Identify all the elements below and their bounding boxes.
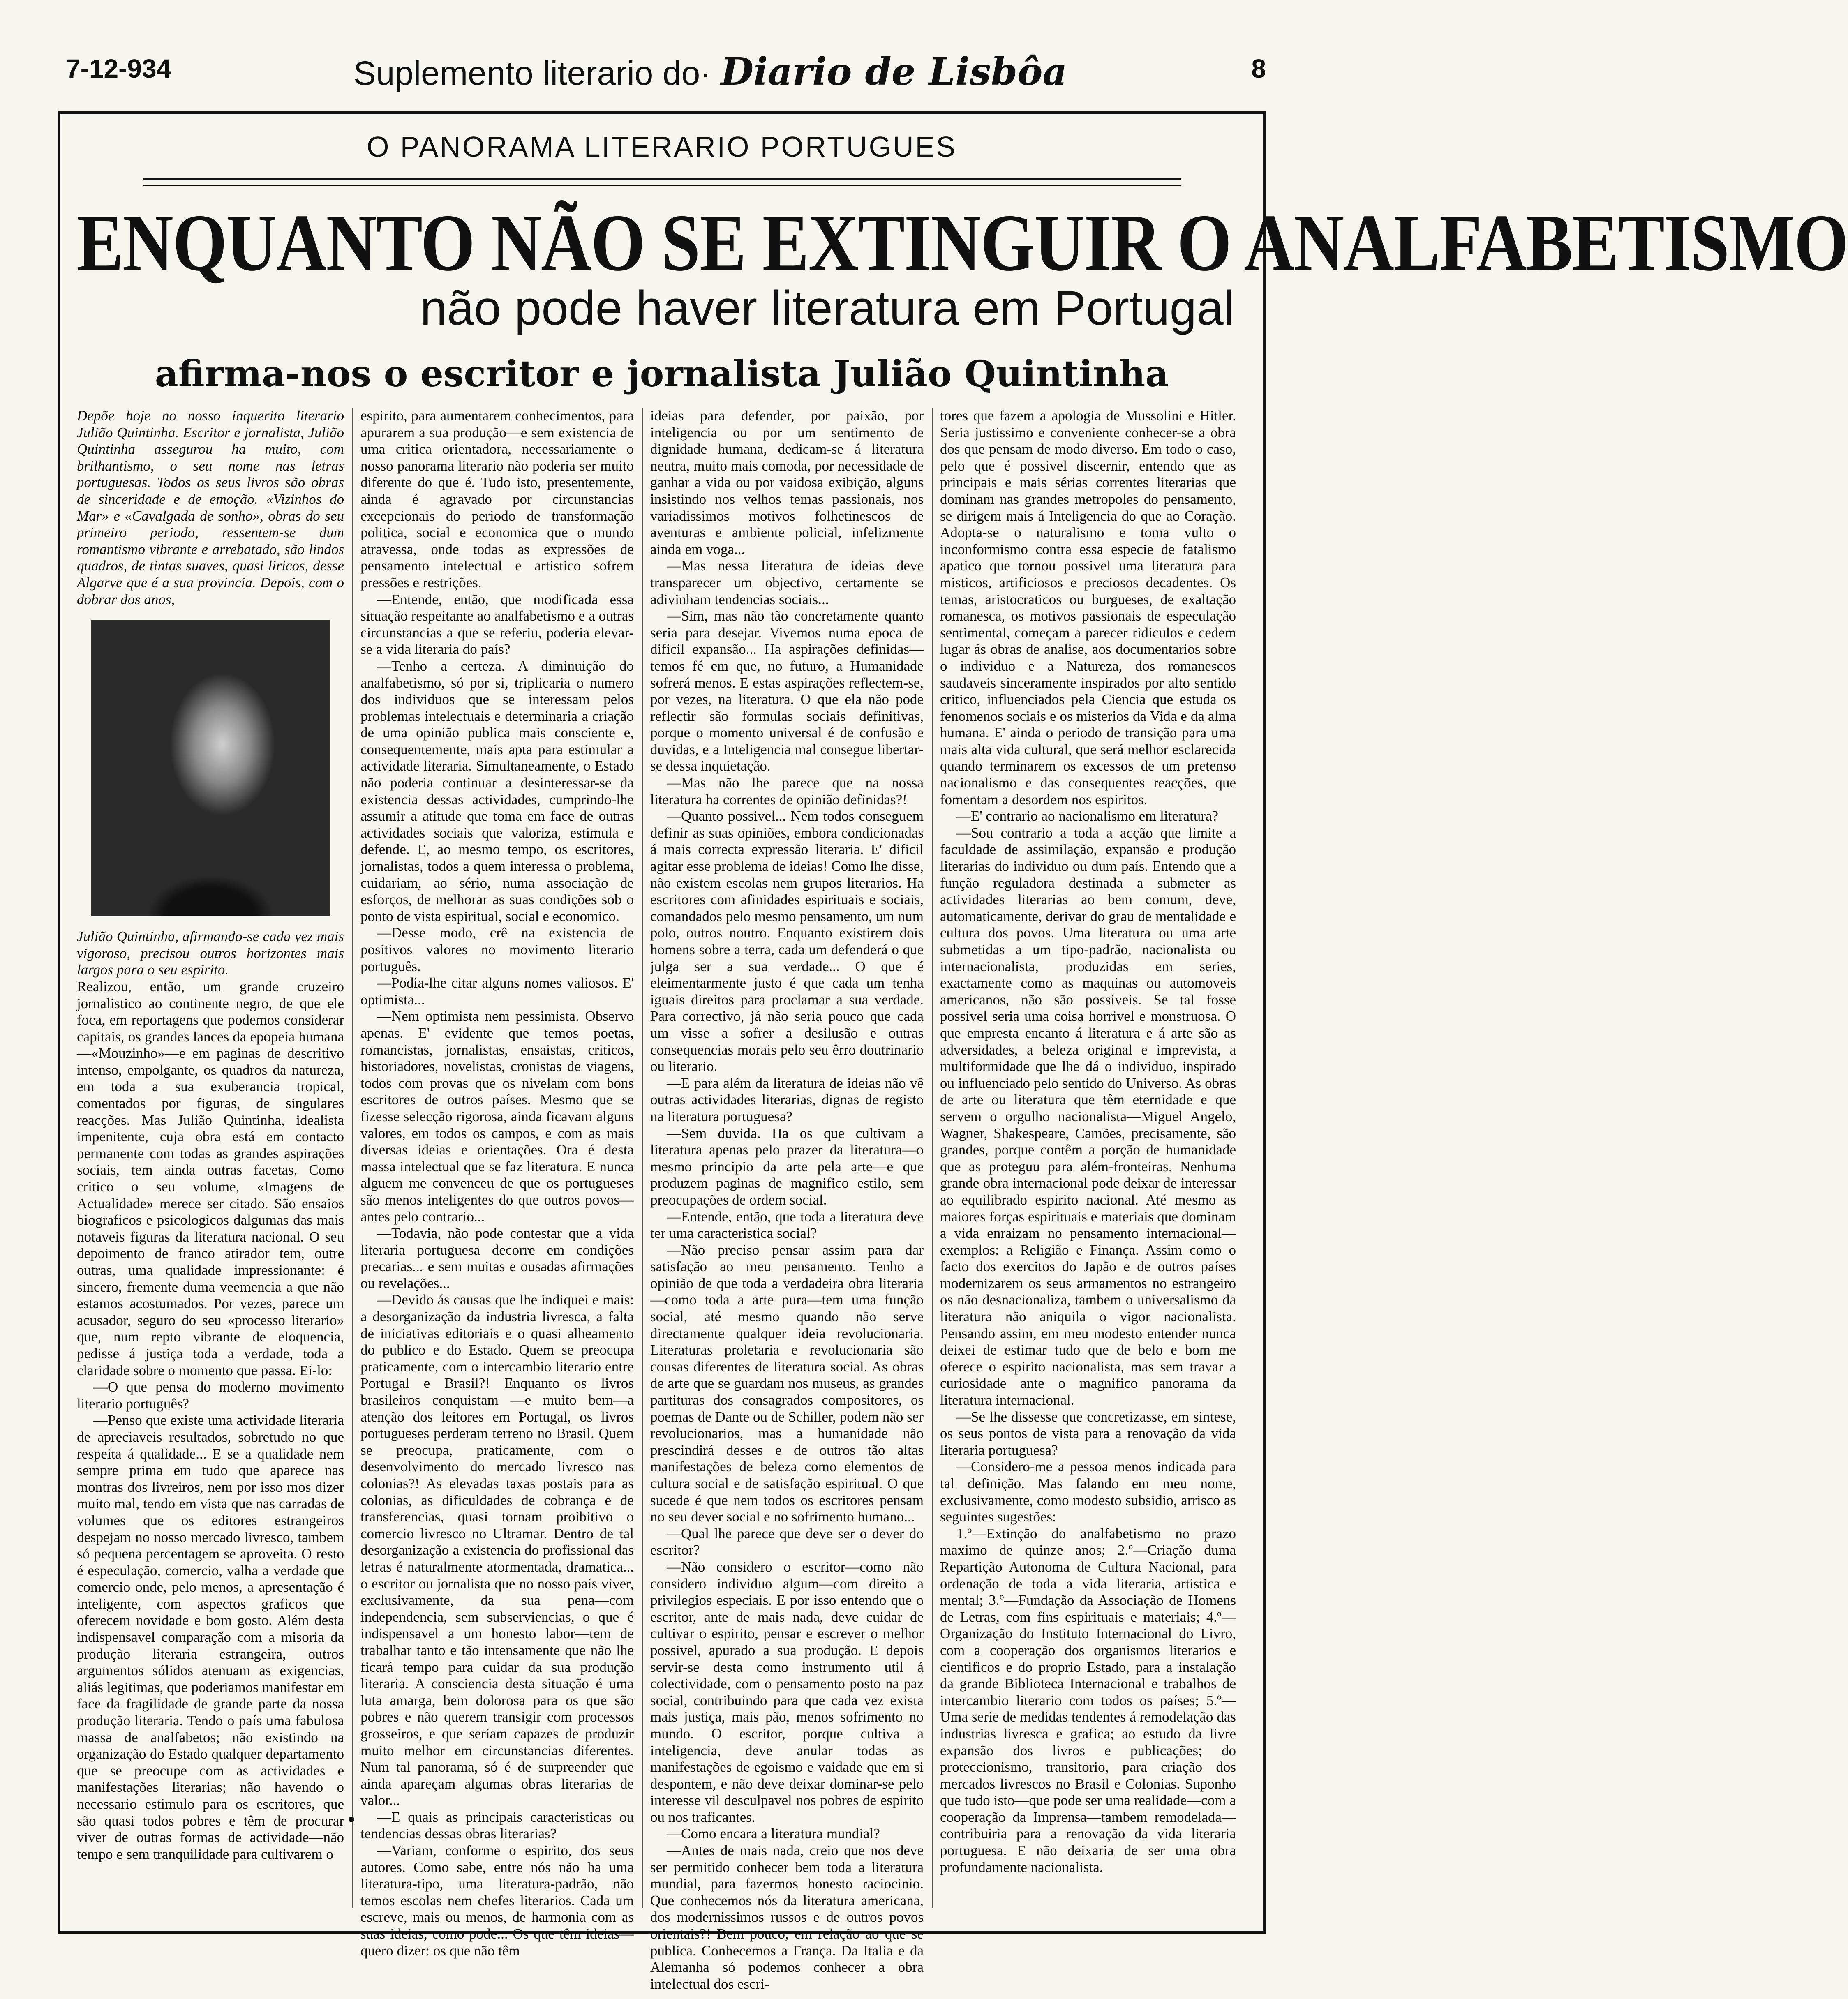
paragraph: espirito, para aumentarem conhecimentos, para apurarem a sua produção—e sem existencia de uma critica orientadora, necessariamente o nosso panorama literario não poderia ser muito diferente do que é. Tudo isto, presentemente, ainda é agravado por circunstancias excepcionais do periodo de transformação politica, social e economica que o mundo atravessa, onde todas as expressões de pensamento intelectual e artistico sofrem pressões e restrições.: [360, 408, 634, 591]
column-divider: [352, 408, 353, 1908]
paragraph: Realizou, então, um grande cruzeiro jornalistico ao continente negro, de que ele foca, em reportagens que podemos considerar capitais, os grandes lances da epopeia humana—«Mouzinho»—e em paginas de descritivo intenso, empolgante, os quadros da natureza, em toda a sua exuberancia tropical, comentados por figuras, de singulares reacções. Mas Julião Quintinha, idealista impenitente, cuja obra está em contacto permanente com todas as grandes aspirações sociais, tem ainda outras facetas. Como critico o seu volume, «Imagens de Actualidade» merece ser citado. São ensaios biograficos e psicologicos dalgumas das mais notaveis figuras da literatura nacional. O seu depoimento de franco atirador tem, outre outras, uma qualidade impressionante: é sincero, fremente duma veemencia a que não estamos acostumados. Por vezes, parece um acusador, seguro do seu «processo literario» que, num repto vibrante de eloquencia, pedisse á justiça toda a verdade, toda a claridade sobre o momento que passa. Ei-lo:: [77, 978, 344, 1378]
paragraph: —O que pensa do moderno movimento literario português?: [77, 1379, 344, 1412]
paragraph: —Devido ás causas que lhe indiquei e mais: a desorganização da industria livresca, a falta de iniciativas editoriais e o quasi alheamento do publico e do Estado. Quem se preocupa praticamente, com o intercambio literario entre Portugal e Brasil?! Enquanto os livros brasileiros conquistam —e muito bem—a atenção dos leitores em Portugal, os livros portugueses perderam terreno no Brasil. Quem se preocupa, praticamente, com o desenvolvimento do mercado livresco nas colonias?! As elevadas taxas postais para as colonias, as dificuldades de cobrança e de transferencias, quasi tornam proibitivo o comercio livresco no Ultramar. Dentro de tal desorganização a existencia do profissional das letras é naturalmente atormentada, dramatica... o escritor ou jornalista que no nosso país viver, exclusivamente, da sua pena—com independencia, sem subserviencias, o que é indispensavel a um honesto labor—tem de trabalhar tanto e tão intensamente que não lhe ficará tempo para cuidar da sua produção literaria. A consciencia desta situação é uma luta amarga, bem dolorosa para os que são pobres e não querem transigir com processos grosseiros, e que seriam capazes de produzir muito melhor em circunstancias diferentes. Num tal panorama, só é de surpreender que ainda apareçam algumas obras literarias de valor...: [360, 1292, 634, 1809]
paragraph: —E para além da literatura de ideias não vê outras actividades literarias, dignas de registo na literatura portuguesa?: [650, 1075, 924, 1124]
paragraph: —Sim, mas não tão concretamente quanto seria para desejar. Vivemos numa epoca de dificil expansão... Ha aspirações definidas—temos fé em que, no futuro, a Humanidade sofrerá menos. E estas aspirações reflectem-se, por vezes, na literatura. O que ela não pode reflectir são formulas sociais definitivas, porque o momento universal é de confusão e duvidas, e a Inteligencia mal consegue libertar-se dessa inquietação.: [650, 608, 924, 774]
column-2: [360, 408, 634, 1959]
newspaper-name: Diario de Lisbôa: [721, 49, 1067, 94]
paragraph: —Considero-me a pessoa menos indicada para tal definição. Mas falando em meu nome, exclusivamente, como modesto subsidio, arrisco as seguintes sugestões:: [940, 1459, 1236, 1525]
paragraph: —Todavia, não pode contestar que a vida literaria portuguesa decorre em condições precarias... e sem muitas e ousadas afirmações ou revelações...: [360, 1225, 634, 1291]
paragraph: —Desse modo, crê na existencia de positivos valores no movimento literario português.: [360, 925, 634, 974]
masthead-title: [353, 49, 1067, 94]
column-divider: [932, 408, 933, 1908]
column-4-body: [940, 408, 1236, 1876]
column-1-body: [77, 979, 344, 1863]
paragraph: —Se lhe dissesse que concretizasse, em sintese, os seus pontos de vista para a renovação da vida literaria portuguesa?: [940, 1408, 1236, 1458]
article-frame: [58, 111, 1848, 1992]
issue-date: 7-12-934: [66, 54, 171, 83]
paragraph: —Nem optimista nem pessimista. Observo apenas. E' evidente que temos poetas, romancistas, jornalistas, ensaistas, criticos, historiadores, novelistas, cronistas de viagens, todos com provas que os nivelam com bons escritores de outros países. Mesmo que se fizesse selecção rigorosa, ainda ficavam alguns valores, em todos os campos, e com as mais diversas ideias e orientações. Ora é desta massa intelectual que se faz literatura. E nunca alguem me convenceu de que os portugueses são menos inteligentes do que outros povos—antes pelo contrario...: [360, 1008, 634, 1225]
subheadline: não pode haver literatura em Portugal: [420, 281, 1234, 335]
paragraph: —Antes de mais nada, creio que nos deve ser permitido conhecer bem toda a literatura mundial, para fazermos honesto raciocinio. Que conhecemos nós da literatura americana, dos modernissimos russos e de outros povos orientais?! Bem pouco, em relação ao que se publica. Conhecemos a França. Da Italia e da Alemanha só podemos conhecer a obra intelectual dos escri-: [650, 1842, 924, 1992]
column-1: [77, 408, 344, 1863]
paragraph: —Tenho a certeza. A diminuição do analfabetismo, só por si, triplicaria o numero dos individuos que se interessam pelos problemas intelectuais e determinaria a criação de uma opinião publica mais consciente e, consequentemente, mais apta para estimular a actividade literaria. Simultaneamente, o Estado não poderia continuar a desinteressar-se da existencia dessas actividades, cumprindo-lhe assumir a atitude que toma em face de outras actividades sociais que valoriza, estimula e defende. E, ao mesmo tempo, os escritores, jornalistas, todos a quem interessa o problema, cuidariam, ao sério, numa associação de esforços, de melhorar as suas condições sob o ponto de vista espiritual, social e economico.: [360, 658, 634, 924]
paragraph: tores que fazem a apologia de Mussolini e Hitler. Seria justissimo e conveniente conhecer-se a obra dos que pensam de modo diverso. Em todo o caso, pelo que é possivel discernir, entendo que as principais e mais sérias correntes literarias que dominam nas grandes metropoles do pensamento, se dirigem mais á Inteligencia do que ao Coração. Adopta-se o naturalismo e toma vulto o inconformismo contra essa especie de fatalismo apatico que tornou possivel uma literatura para misticos, artificiosos e preciosos decadentes. Os temas, aristocraticos ou burgueses, de exaltação romanesca, os motivos passionais de especulação sentimental, começam a parecer ridiculos e cedem lugar ás obras de analise, aos documentarios sobre o individuo e a Natureza, dos romanescos saudaveis sinceramente inspirados por alto sentido critico, influenciados pela Ciencia que estuda os fenomenos sociais e os misterios da Vida e da alma humana. E' ainda o periodo de transição para uma mais alta vida cultural, que será melhor esclarecida quando terminarem os excessos de um pretenso nacionalismo e das consequentes reacções, que fomentam a desordem nos espiritos.: [940, 408, 1236, 808]
masthead: [66, 45, 1266, 99]
column-2-body: [360, 408, 634, 1959]
column-3: [650, 408, 924, 1992]
end-bullet: [349, 1817, 354, 1822]
paragraph: —Mas não lhe parece que na nossa literatura ha correntes de opinião definidas?!: [650, 775, 924, 808]
column-4: [940, 408, 1236, 1908]
paragraph: —Sou contrario a toda a acção que limite a faculdade de assimilação, expansão e produção literarias do individuo ou dum país. Entendo que a função reguladora destinada a submeter as actividades literarias ao bem comum, deve, automaticamente, derivar do grau de mentalidade e cultura dos povos. Uma literatura ou uma arte submetidas a um tipo-padrão, nacionalista ou internacionalista, produzidas em series, exactamente como as maquinas ou automoveis americanos, não são possiveis. Se tal fosse possivel seria uma coisa horrivel e monstruosa. O que empresta encanto á literatura e á arte são as adversidades, a beleza original e imprevista, a multiformidade que lhe dá o individuo, inspirado ou influenciado pelo sentido do Universo. As obras de arte ou literatura que têm eternidade e que servem o orgulho nacionalista—Miguel Angelo, Wagner, Shakespeare, Camões, precisamente, são grandes, porque contêm a porção de humanidade que as proteguu para além-fronteiras. Nenhuma grande obra internacional pode deixar de interessar ao equilibrado espirito nacional. Até mesmo as maiores forças espirituais e materiais que dominam a vida enraizam no pensamento internacional—exemplos: a Religião e Finança. Assim como o facto dos exercitos do Japão e de outros países modernizarem os seus armamentos no estrangeiro os não desnacionaliza, tambem o universalismo da literatura não aniquila o vigor nacionalista. Pensando assim, em meu modesto entender nunca deixei de estimar tudo que de belo e bom me oferece o espirito nacionalista, mas sem travar a curiosidade ante o magnifico panorama da literatura internacional.: [940, 824, 1236, 1408]
paragraph: —Entende, então, que modificada essa situação respeitante ao analfabetismo e a outras circunstancias a que se referiu, poderia elevar-se a vida literaria do país?: [360, 591, 634, 658]
paragraph: —Penso que existe uma actividade literaria de apreciaveis resultados, sobretudo no que respeita á qualidade... E se a qualidade nem sempre prima em tudo que aparece nas montras dos livreiros, nem por isso mos dizer muito mal, tendo em vista que nas carradas de volumes que os editores estrangeiros despejam no nosso mercado livresco, tambem só pequena percentagem se aproveita. O resto é especulação, comercio, valha a verdade que comercio onde, pelo menos, a apresentação é inteligente, com aspectos graficos que oferecem novidade e bom gosto. Além desta indispensavel comparação com a misoria da produção literaria estrangeira, outros argumentos sólidos atenuam as exigencias, aliás legitimas, que poderiamos manifestar em face da fragilidade de grande parte da nossa produção literaria. Tendo o país uma fabulosa massa de analfabetos; não existindo na organização do Estado qualquer departamento que se preocupe com as actividades e manifestações literarias; não havendo o necessario estimulo para os escritores, que são quasi todos pobres e têm de procurar viver de outras formas de actividade—não tempo e sem tranquilidade para cultivarem o: [77, 1412, 344, 1862]
paragraph: —Como encara a literatura mundial?: [667, 1826, 880, 1842]
section-title: O PANORAMA LITERARIO PORTUGUES: [367, 131, 957, 163]
section-rule: [143, 178, 1181, 180]
paragraph: —Sem duvida. Ha os que cultivam a literatura apenas pelo prazer da literatura—o mesmo principio da arte pela arte—e que produzem paginas de magnifico estilo, sem preocupações de ordem social.: [650, 1125, 924, 1208]
paragraph: —E' contrario ao nacionalismo em literatura?: [956, 808, 1219, 824]
paragraph: —Mas nessa literatura de ideias deve transparecer um objectivo, certamente se adivinham tendencias sociais...: [650, 558, 924, 607]
headline: ENQUANTO NÃO SE EXTINGUIR O ANALFABETISMO: [77, 198, 1848, 288]
paragraph: —Variam, conforme o espirito, dos seus autores. Como sabe, entre nós não ha uma literatura-tipo, uma literatura-padrão, não temos escolas nem chefes literarios. Cada um escreve, mais ou menos, de harmonia com as suas ideias, como pode... Os que têm ideias—quero dizer: os que não têm: [360, 1842, 634, 1959]
paragraph: —Podia-lhe citar alguns nomes valiosos. E' optimista...: [360, 975, 634, 1008]
supplement-label: Suplemento literario do·: [353, 55, 711, 92]
paragraph: —Qual lhe parece que deve ser o dever do escritor?: [650, 1525, 924, 1558]
paragraph: —Não considero o escritor—como não considero individuo algum—com direito a privilegios especiais. E por isso entendo que o escritor, ante de mais nada, deve cuidar de cultivar o espirito, pensar e escrever o melhor possivel, apurado a sua produção. E depois servir-se desta como instrumento util á colectividade, com o pensamento posto na paz social, contribuindo para que cada vez exista mais justiça, mais pão, menos sofrimento no mundo. O escritor, porque cultiva a inteligencia, deve anular todas as manifestações de egoismo e vaidade que em si despontem, e não deve deixar dominar-se pelo interesse vil desculpavel nos pobres de espirito ou nos traficantes.: [650, 1558, 924, 1825]
column-3-body: [650, 408, 924, 1992]
column-divider: [642, 408, 643, 1908]
section-rule-thin: [143, 185, 1181, 186]
paragraph: —E quais as principais caracteristicas ou tendencias dessas obras literarias?: [360, 1809, 634, 1842]
paragraph: 1.º—Extinção do analfabetismo no prazo maximo de quinze anos; 2.º—Criação duma Repartição Autonoma de Cultura Nacional, para ordenação de toda a vida literaria, artistica e mental; 3.º—Fundação da Associação de Homens de Letras, com fins espirituais e materiais; 4.º—Organização do Instituto Internacional do Livro, com a cooperação dos organismos literarios e cientificos e do proprio Estado, para a instalação da grande Biblioteca Internacional e trabalhos de intercambio literario com todos os países; 5.º—Uma serie de medidas tendentes á remodelação das industrias livresca e grafica; ao estudo da livre expansão dos livros e publicações; do proteccionismo, transitorio, para criação dos mercados livrescos no Brasil e Colonias. Suponho que tudo isto—que pode ser uma realidade—com a cooperação da Imprensa—tambem remodelada—contribuiria para a renovação da vida literaria portuguesa. E não deixaria de ser uma obra profundamente nacionalista.: [940, 1525, 1236, 1875]
deck: afirma-nos o escritor e jornalista Julião Quintinha: [155, 352, 1169, 395]
paragraph: —Entende, então, que toda a literatura deve ter uma caracteristica social?: [650, 1208, 924, 1242]
photo-caption: Julião Quintinha, afirmando-se cada vez mais vigoroso, precisou outros horizontes mais largos para o seu espirito.: [77, 928, 344, 978]
intro-paragraph: Depõe hoje no nosso inquerito literario Julião Quintinha. Escritor e jornalista, Julião Quintinha assegurou ha muito, com brilhantismo, o seu nome nas letras portuguesas. Todos os seus livros são obras de sinceridade e de emoção. «Vizinhos do Mar» e «Cavalgada de sonho», obras do seu primeiro periodo, ressentem-se dum romantismo vibrante e arrebatado, são lindos quadros, de tintas suaves, quasi liricos, desse Algarve que é a sua provincia. Depois, com o dobrar dos anos,: [77, 408, 344, 607]
paragraph: —Não preciso pensar assim para dar satisfação ao meu pensamento. Tenho a opinião de que toda a verdadeira obra literaria—como toda a arte pura—tem uma função social, até mesmo quando não serve directamente qualquer ideia revolucionaria. Literaturas proletaria e revolucionaria são cousas diferentes de literatura social. As obras de arte que se guardam nos museus, as grandes partituras dos consagrados compositores, os poemas de Dante ou de Schiller, podem não ser revolucionarios, mas a humanidade não prescindirá desses e de outros tão altas manifestações de beleza como elementos de cultura social e de satisfação espiritual. O que sucede é que nem todos os escritores pensam no seu dever social e no sofrimento humano...: [650, 1242, 924, 1525]
paragraph: ideias para defender, por paixão, por inteligencia ou por um sentimento de dignidade humana, dedicam-se á literatura neutra, muito mais comoda, por necessidade de ganhar a vida ou por vaidosa exibição, alguns insistindo nos velhos temas passionais, nos variadissimos motivos folhetinescos de aventuras e ambiente policial, infelizmente ainda em voga...: [650, 408, 924, 557]
author-portrait: [91, 620, 330, 916]
page-number: 8: [1251, 54, 1266, 83]
paragraph: —Quanto possivel... Nem todos conseguem definir as suas opiniões, embora condicionadas á mais correcta expressão literaria. E' dificil agitar esse problema de ideias! Como lhe disse, não existem escolas nem grupos literarios. Ha escritores com afinidades espirituais e sociais, comandados pelo mesmo pensamento, um num polo, outros noutro. Enquanto existirem dois homens sobre a terra, cada um defenderá o que julga ser a sua verdade... O que é eleimentarmente justo é que cada um tenha iguais direitos para proclamar a sua verdade. Para correctivo, já não seria pouco que cada um visse a sofrer a desilusão e outras consequencias morais pelo seu êrro doutrinario ou literario.: [650, 808, 924, 1075]
